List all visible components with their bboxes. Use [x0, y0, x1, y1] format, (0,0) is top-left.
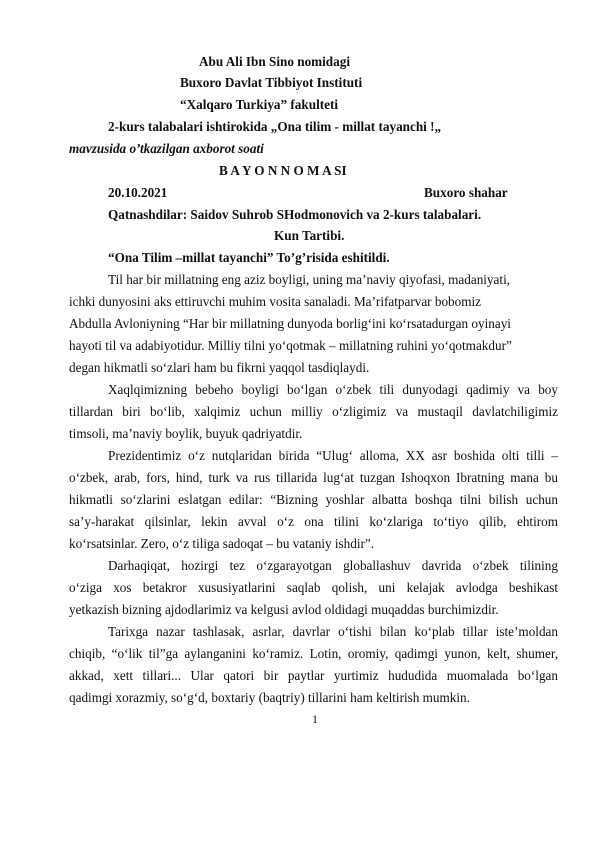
paragraph-1-line-3: Abdulla Avloniyning “Har bir millatning dunyoda borlig‘ini ko‘rsatadurgan oyinayi: [69, 316, 511, 331]
header-faculty: “Xalqaro Turkiya” fakulteti: [180, 97, 339, 112]
paragraph-3-line-2: o‘zbek, arab, fors, hind, turk va rus tillarida lug‘at tuzgan Ishoqxon Ibratning mana bu: [69, 470, 558, 485]
header-event: 2-kurs talabalari ishtirokida „Ona tilim - millat tayanchi !„: [108, 119, 442, 134]
participants: Qatnashdilar: Saidov Suhrob SHodmonovich va 2-kurs talabalari.: [108, 207, 482, 222]
paragraph-3-line-5: ko‘rsatsinlar. Zero, o‘z tiliga sadoqat – bu vataniy ishdir”.: [69, 536, 375, 551]
paragraph-3-line-3: hikmatli so‘zlarini eslatgan edilar: “Bizning yoshlar albatta boshqa tilni bilish uchun: [69, 492, 558, 507]
paragraph-1-line-5: degan hikmatli so‘zlari ham bu fikrni yaqqol tasdiqlaydi.: [69, 360, 370, 375]
header-institute: Buxoro Davlat Tibbiyot Instituti: [180, 75, 363, 90]
document-place: Buxoro shahar: [424, 185, 508, 200]
paragraph-4-line-1: Darhaqiqat, hozirgi tez o‘zgarayotgan globallashuv davrida o‘zbek tilining: [108, 558, 558, 573]
paragraph-5-line-1: Tarixga nazar tashlasak, asrlar, davrlar o‘tishi bilan ko‘plab tillar iste’moldan: [108, 624, 558, 639]
paragraph-5-line-2: chiqib, “o‘lik til”ga aylanganini ko‘ramiz. Lotin, oromiy, qadimgi yunon, kelt, shumer,: [69, 646, 558, 661]
paragraph-2-line-1: Xaqlqimizning bebeho boyligi bo‘lgan o‘zbek tili dunyodagi qadimiy va boy: [108, 382, 558, 397]
paragraph-1-line-1: Til har bir millatning eng aziz boyligi, uning ma’naviy qiyofasi, madaniyati,: [108, 272, 511, 287]
agenda-item: “Ona Tilim –millat tayanchi” To’g’risida eshitildi.: [108, 250, 390, 265]
agenda-title: Kun Tartibi.: [274, 228, 345, 243]
paragraph-4-line-2: o‘ziga xos betakror xususiyatlarini saqlab qolish, uni kelajak avlodga beshikast: [69, 580, 558, 595]
paragraph-2-line-3: timsoli, ma’naviy boylik, buyuk qadriyatdir.: [69, 426, 303, 441]
document-date: 20.10.2021: [108, 185, 168, 200]
header-institution-name: Abu Ali Ibn Sino nomidagi: [199, 54, 350, 69]
page-number: 1: [312, 712, 318, 726]
paragraph-5-line-3: akkad, xett tillari... Ular qatori bir paytlar yurtimiz hududida muomalada bo‘lgan: [69, 668, 558, 683]
document-title: B A Y O N N O M A SI: [219, 163, 347, 178]
paragraph-5-line-4: qadimgi xorazmiy, so‘g‘d, boxtariy (baqtriy) tillarini ham keltirish mumkin.: [69, 690, 470, 705]
paragraph-4-line-3: yetkazish bizning ajdodlarimiz va kelgusi avlod oldidagi muqaddas burchimizdir.: [69, 602, 499, 617]
paragraph-2-line-2: tillardan biri bo‘lib, xalqimiz uchun milliy o‘zligimiz va mustaqil davlatchiligimiz: [69, 404, 558, 419]
paragraph-3-line-4: sa’y-harakat qilsinlar, lekin avval o‘z ona tilini ko‘zlariga to‘tiyo qilib, ehtirom: [69, 514, 558, 529]
paragraph-1-line-2: ichki dunyosini aks ettiruvchi muhim vosita sanaladi. Ma’rifatparvar bobomiz: [69, 294, 482, 309]
header-topic: mavzusida o’tkazilgan axborot soati: [69, 141, 264, 156]
paragraph-1-line-4: hayoti til va adabiyotidur. Milliy tilni yo‘qotmak – millatning ruhini yo‘qotmakdur”: [69, 338, 512, 353]
paragraph-3-line-1: Prezidentimiz o‘z nutqlaridan birida “Ulug‘ alloma, XX asr boshida olti tilli –: [108, 448, 558, 463]
